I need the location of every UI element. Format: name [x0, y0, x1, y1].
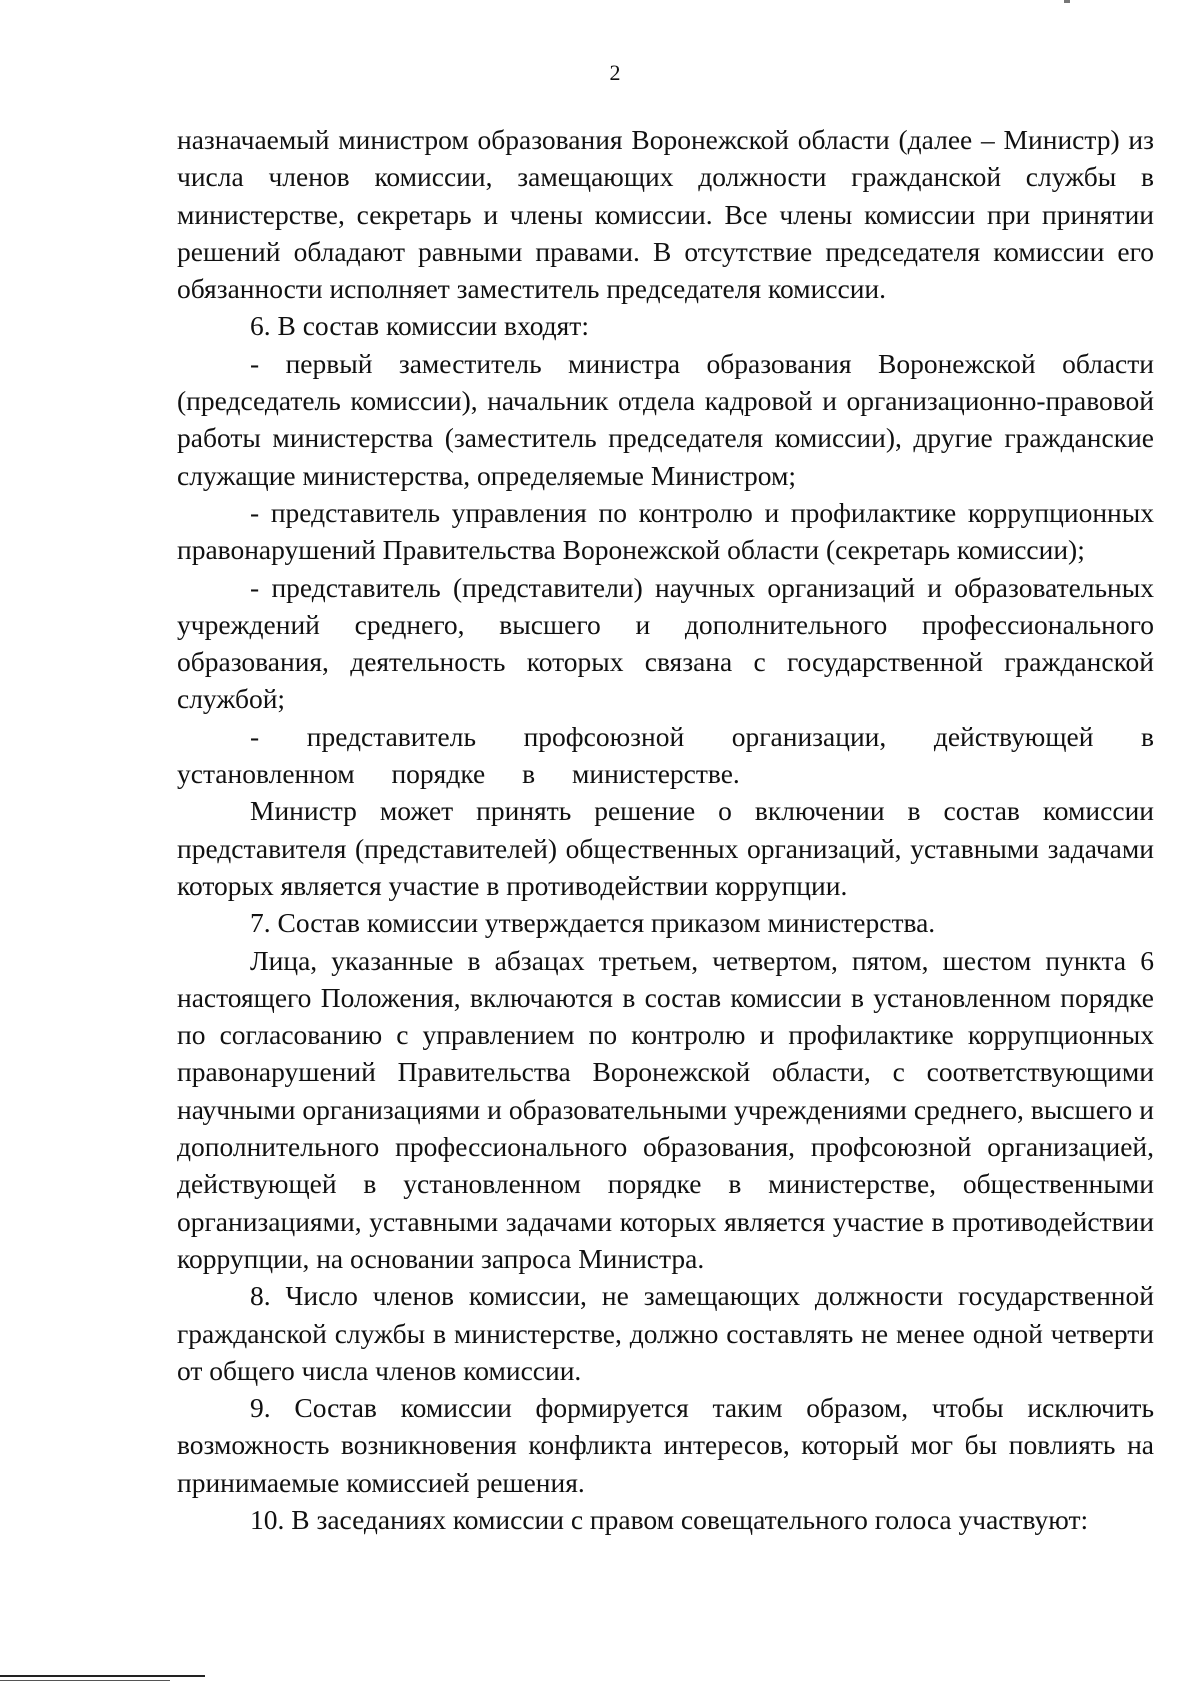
document-body	[177, 121, 1154, 1538]
paragraph-item-8: 8. Число членов комиссии, не замещающих должности государственной гражданской службы в министерстве, должно составлять не менее одной четверти от общего числа членов комиссии.	[177, 1280, 1154, 1386]
paragraph-item-6: 6. В состав комиссии входят:	[250, 310, 589, 342]
paragraph-member-science-rep: - представитель (представители) научных организаций и образовательных учреждений среднего, высшего и дополнительного профессионального образования, деятельность которых связана с государственной гражданской службой;	[177, 571, 1154, 715]
paragraph-minister-decision: Министр может принять решение о включении в состав комиссии представителя (представителей) общественных организаций, уставными задачами которых является участие в противодействии коррупции.	[177, 795, 1154, 901]
paragraph-member-anticorruption-rep: - представитель управления по контролю и профилактике коррупционных правонарушений Правительства Воронежской области (секретарь комиссии);	[177, 496, 1154, 566]
scan-artifact-top	[1064, 0, 1070, 3]
paragraph-item-7: 7. Состав комиссии утверждается приказом министерства.	[250, 907, 936, 939]
paragraph-item-9: 9. Состав комиссии формируется таким образом, чтобы исключить возможность возникновения конфликта интересов, который мог бы повлиять на принимаемые комиссией решения.	[177, 1392, 1154, 1498]
page-number: 2	[609, 60, 621, 85]
paragraph-persons-agreement: Лица, указанные в абзацах третьем, четвертом, пятом, шестом пункта 6 настоящего Положения, включаются в состав комиссии в установленном порядке по согласованию с управлением по контролю и профилактике коррупционных правонарушений Правительства Воронежской области, с соответствующими научными организациями и образовательными учреждениями среднего, высшего и дополнительного профессионального образования, профсоюзной организацией, действующей в установленном порядке в министерстве, общественными организациями, уставными задачами которых является участие в противодействии коррупции, на основании запроса Министра.	[177, 944, 1154, 1274]
paragraph-item-10: 10. В заседаниях комиссии с правом совещательного голоса участвуют:	[250, 1503, 1089, 1535]
paragraph-member-first-deputy: - первый заместитель министра образования Воронежской области (председатель комиссии), начальник отдела кадровой и организационно-правовой работы министерства (заместитель председателя комиссии), другие гражданские служащие министерства, определяемые Министром;	[177, 347, 1154, 491]
scan-artifact-bottom-line-secondary	[0, 1680, 170, 1681]
paragraph-member-union-rep: - представитель профсоюзной организации, действующей в установленном порядке в министерстве.	[177, 720, 1154, 790]
paragraph-continuation: назначаемый министром образования Воронежской области (далее – Министр) из числа членов комиссии, замещающих должности гражданской службы в министерстве, секретарь и члены комиссии. Все члены комиссии при принятии решений обладают равными правами. В отсутствие председателя комиссии его обязанности исполняет заместитель председателя комиссии.	[177, 124, 1154, 305]
scan-artifact-bottom-line	[0, 1675, 205, 1677]
